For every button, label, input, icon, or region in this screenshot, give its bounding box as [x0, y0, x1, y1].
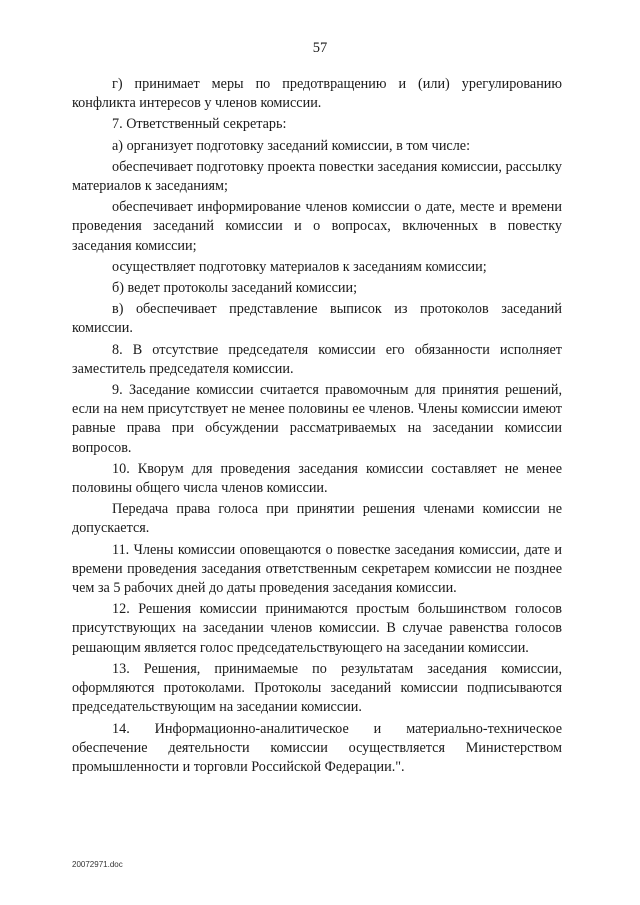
- paragraph-item-a: а) организует подготовку заседаний комиссии, в том числе:: [112, 137, 471, 154]
- paragraph-9: 9. Заседание комиссии считается правомочным для принятия решений, если на нем присутствует не менее половины ее членов. Члены комиссии имеют равные права при обсуждении рассматриваемых на заседании комиссии вопросов.: [72, 382, 562, 456]
- paragraph-7-heading: 7. Ответственный секретарь:: [112, 116, 287, 133]
- document-body: [72, 75, 562, 779]
- footer-filename: 20072971.doc: [72, 860, 123, 869]
- paragraph-14: 14. Информационно-аналитическое и материально-техническое обеспечение деятельности комиссии осуществляется Министерством промышленности и торговли Российской Федерации.".: [72, 720, 562, 775]
- paragraph-agenda-prep: обеспечивает подготовку проекта повестки заседания комиссии, рассылку материалов к заседаниям;: [72, 158, 562, 195]
- paragraph-item-v: в) обеспечивает представление выписок из протоколов заседаний комиссии.: [72, 301, 562, 337]
- paragraph-informing: обеспечивает информирование членов комиссии о дате, месте и времени проведения заседаний комиссии и о вопросах, включенных в повестку заседания комиссии;: [72, 199, 562, 254]
- paragraph-item-g: г) принимает меры по предотвращению и (или) урегулированию конфликта интересов у членов комиссии.: [72, 76, 562, 112]
- paragraph-item-b: б) ведет протоколы заседаний комиссии;: [112, 280, 358, 297]
- paragraph-12: 12. Решения комиссии принимаются простым большинством голосов присутствующих на заседании членов комиссии. В случае равенства голосов решающим является голос председательствующего на заседании комиссии.: [72, 601, 562, 656]
- paragraph-8: 8. В отсутствие председателя комиссии его обязанности исполняет заместитель председателя комиссии.: [72, 341, 562, 377]
- paragraph-materials-prep: осуществляет подготовку материалов к заседаниям комиссии;: [112, 258, 487, 275]
- paragraph-11: 11. Члены комиссии оповещаются о повестке заседания комиссии, дате и времени проведения заседания ответственным секретарем комиссии не позднее чем за 5 рабочих дней до даты проведения заседания комиссии.: [72, 541, 562, 597]
- paragraph-10: 10. Кворум для проведения заседания комиссии составляет не менее половины общего числа членов комиссии.: [72, 460, 562, 497]
- page-number: 57: [312, 40, 328, 56]
- paragraph-vote-transfer: Передача права голоса при принятии решения членами комиссии не допускается.: [72, 501, 562, 537]
- paragraph-13: 13. Решения, принимаемые по результатам заседания комиссии, оформляются протоколами. Протоколы заседаний комиссии подписываются председательствующим на заседании комиссии.: [72, 660, 562, 716]
